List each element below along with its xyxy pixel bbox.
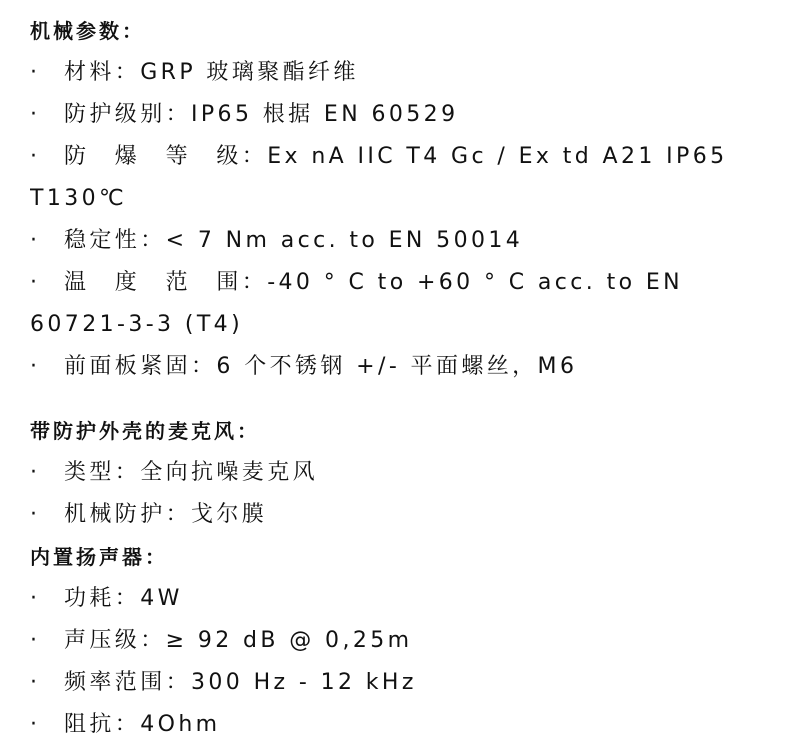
list-item: · 功耗：4W bbox=[30, 578, 774, 620]
bullet: · bbox=[30, 60, 41, 85]
list-item: · 频率范围：300 Hz - 12 kHz bbox=[30, 662, 774, 704]
section-gap bbox=[30, 388, 774, 410]
list-item: · 材料：GRP 玻璃聚酯纤维 bbox=[30, 52, 774, 94]
bullet: · bbox=[30, 102, 41, 127]
section-title-mechanical: 机械参数： bbox=[30, 19, 145, 43]
section-title-speaker: 内置扬声器： bbox=[30, 545, 168, 569]
list-item: · 机械防护：戈尔膜 bbox=[30, 494, 774, 536]
list-item: · 类型：全向抗噪麦克风 bbox=[30, 452, 774, 494]
list-item: · 前面板紧固：6 个不锈钢 +/- 平面螺丝，M6 bbox=[30, 346, 774, 388]
list-item: · 声压级：≥ 92 dB @ 0,25m bbox=[30, 620, 774, 662]
list-item: · 阻抗：4Ohm bbox=[30, 704, 774, 746]
list-item: · 温 度 范 围：-40 ° C to +60 ° C acc. to EN 60721-3-3 (T4) bbox=[30, 262, 774, 346]
bullet: · bbox=[30, 354, 41, 379]
bullet: · bbox=[30, 228, 41, 253]
bullet: · bbox=[30, 712, 41, 737]
bullet: · bbox=[30, 586, 41, 611]
list-item: · 防 爆 等 级：Ex nA IIC T4 Gc / Ex td A21 IP65 T130℃ bbox=[30, 136, 774, 220]
list-item: · 稳定性：< 7 Nm acc. to EN 50014 bbox=[30, 220, 774, 262]
bullet: · bbox=[30, 144, 41, 169]
bullet: · bbox=[30, 460, 41, 485]
bullet: · bbox=[30, 670, 41, 695]
bullet: · bbox=[30, 628, 41, 653]
bullet: · bbox=[30, 270, 41, 295]
section-title-microphone: 带防护外壳的麦克风： bbox=[30, 419, 260, 443]
list-item: · 防护级别：IP65 根据 EN 60529 bbox=[30, 94, 774, 136]
bullet: · bbox=[30, 502, 41, 527]
